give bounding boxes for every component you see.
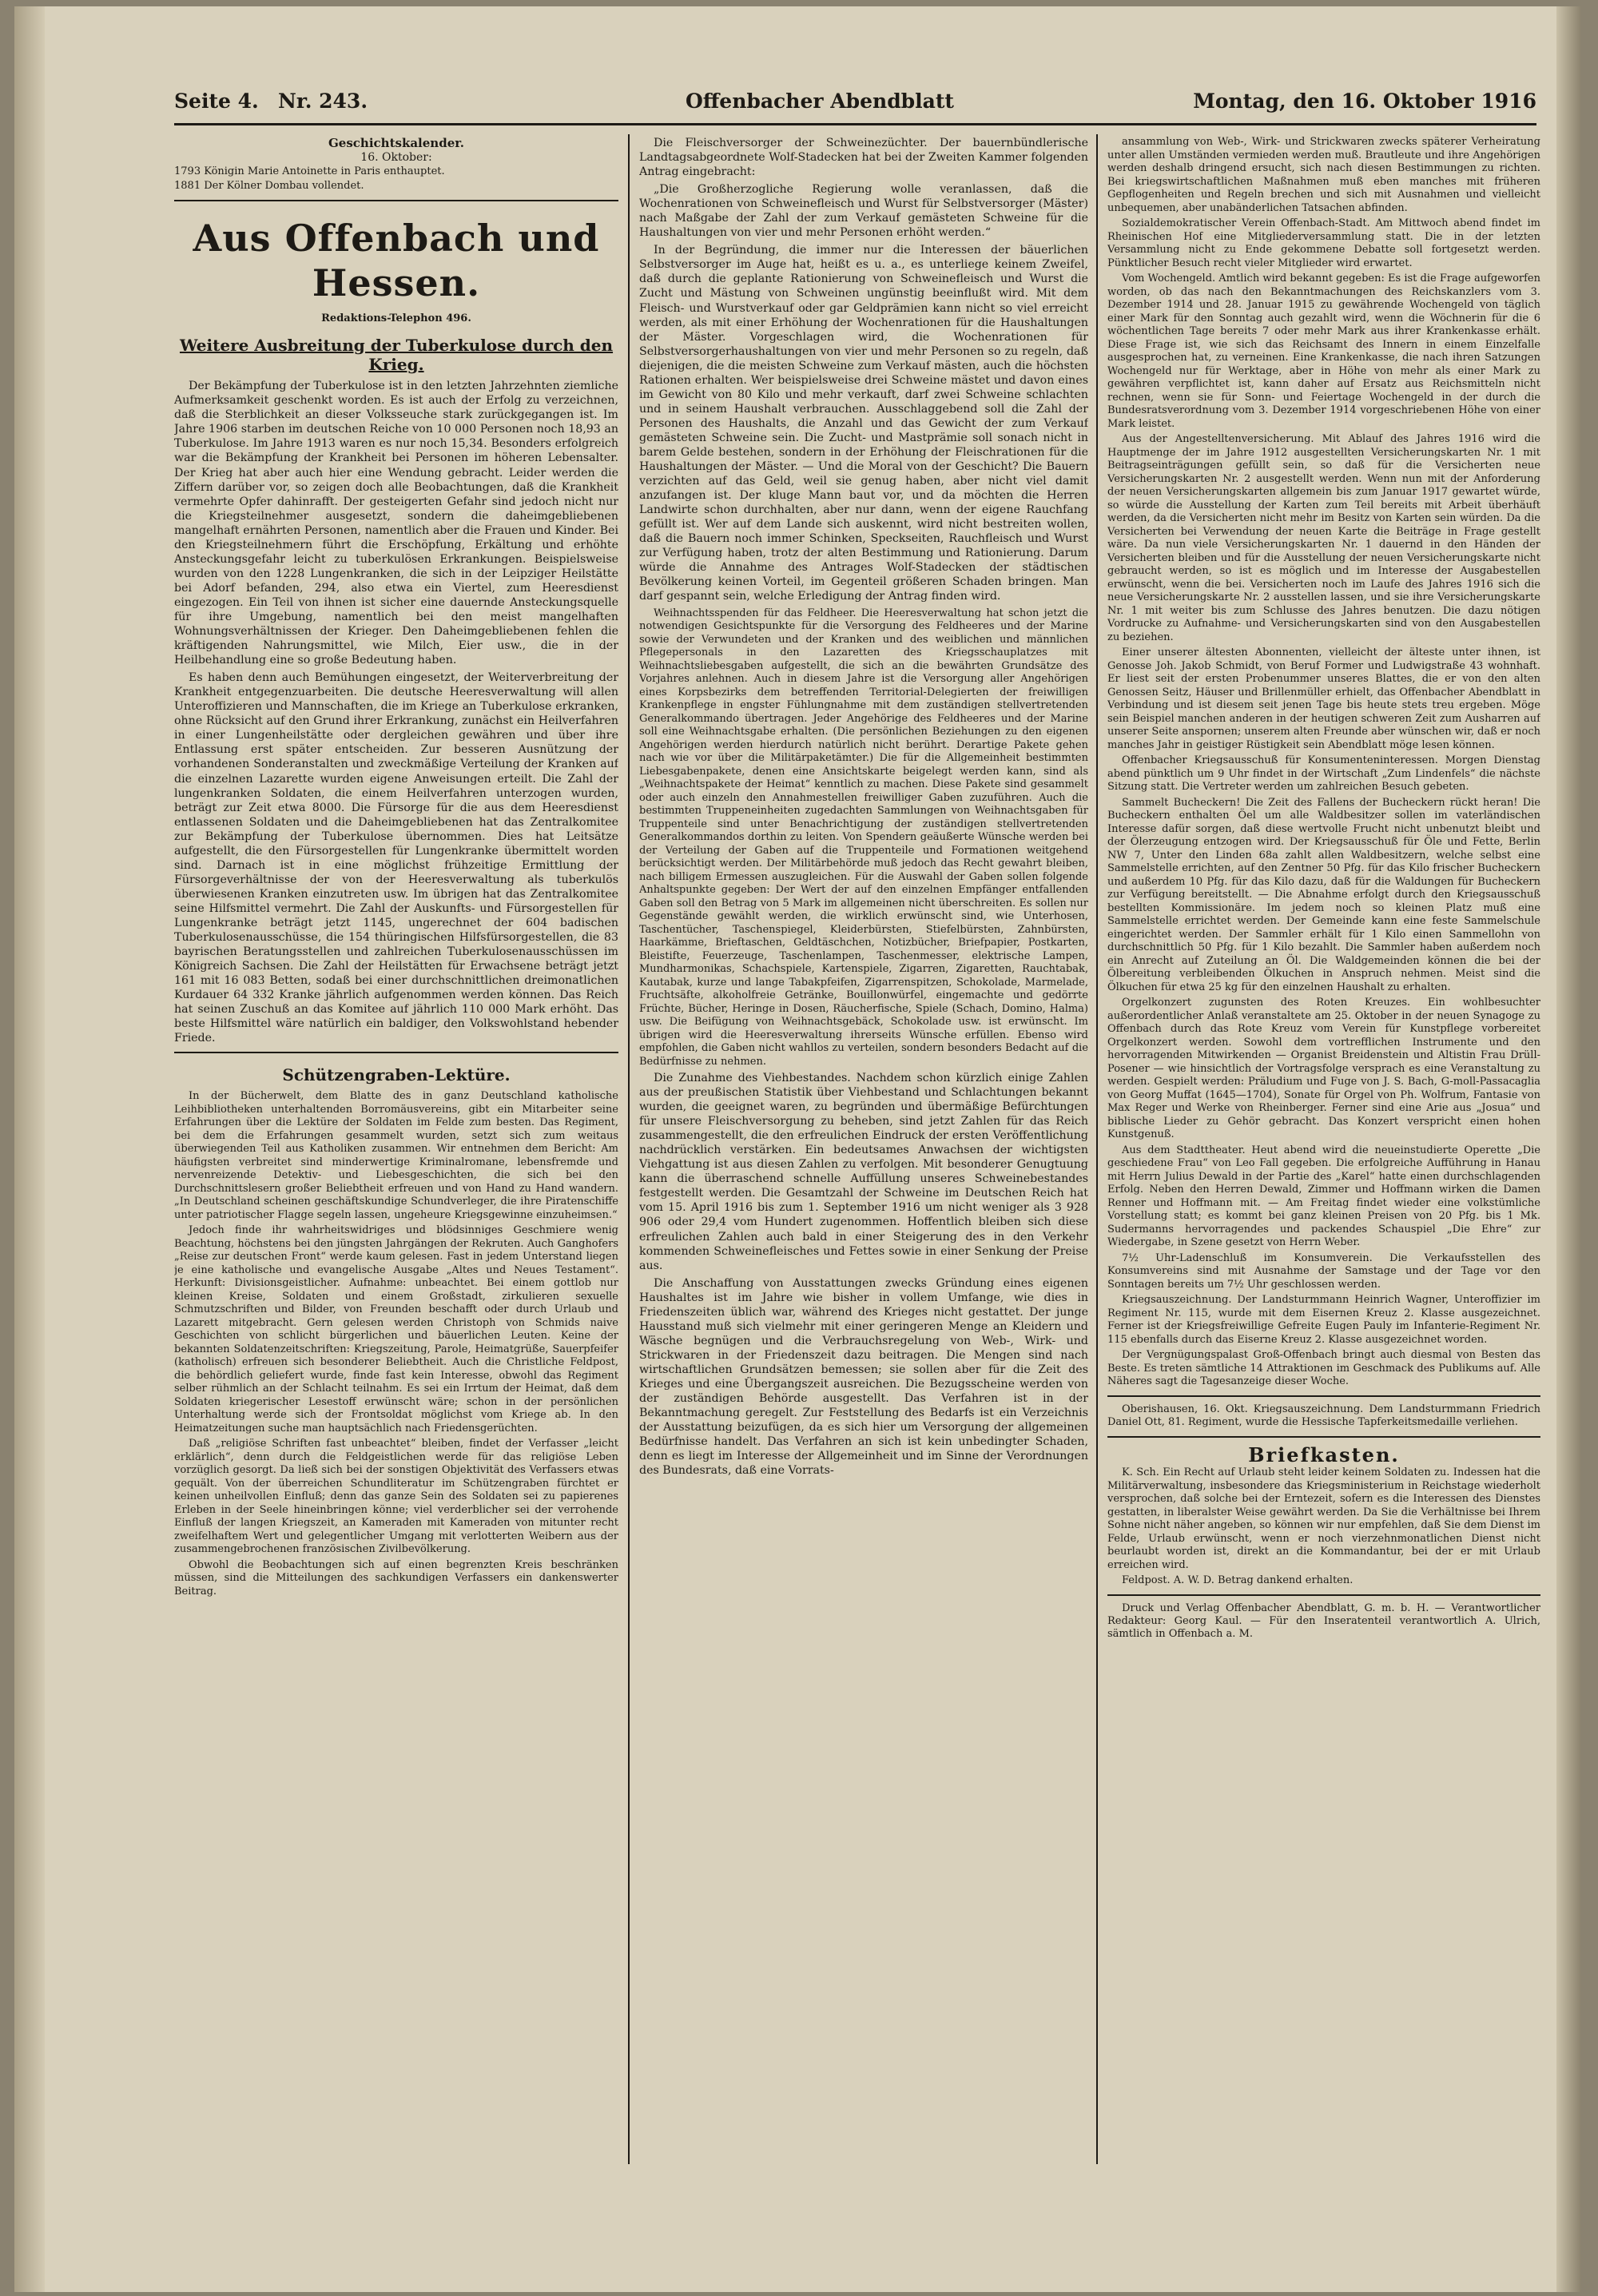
history-calendar [174,136,618,193]
article-paragraph: Offenbacher Kriegsausschuß für Konsumenteninteressen. Morgen Dienstag abend pünktlich um 9 Uhr findet in der Wirtschaft „Zum Lindenfels“ die nächste Sitzung statt. Die Vertreter werden um zahlreichen Besuch gebeten. [1107,754,1540,793]
adjacent-page-edge [1556,6,1580,2292]
page-left-edge [14,6,45,2292]
page-number: Seite 4. [174,90,259,113]
column-rule-2 [1096,134,1098,2164]
briefkasten-entry: K. Sch. Ein Recht auf Urlaub steht leider keinem Soldaten zu. Indessen hat die Militärverwaltung, insbesondere das Kriegsministerium in Reichstage wiederholt versprochen, daß solche bei der Erntezeit, sofern es die Interessen des Dienstes gestatten, in liberalster Weise gewährt werden. Da Sie die Verhältnisse bei Ihrem Sohne nicht näher angeben, so können wir nur empfehlen, daß Sie dem Dienst im Felde, Urlaub erwünscht, wenn er noch vierzehnmonatlichen Dienst nicht beurlaubt worden ist, direkt an die Kommandantur, bei der er mit Urlaub erreichen wird. [1107,1466,1540,1571]
column-3 [1107,136,1540,2182]
lektuere-body [174,1090,618,1598]
calendar-entry: 1793 Königin Marie Antoinette in Paris enthauptet. [174,165,445,178]
divider [174,1052,618,1053]
issue-date: Montag, den 16. Oktober 1916 [1193,90,1536,113]
article-paragraph: Sozialdemokratischer Verein Offenbach-Stadt. Am Mittwoch abend findet im Rheinischen Hof eine Mitgliederversammlung statt. Die in der letzten Versammlung nicht zu Ende gekommene Debatte soll fortgesetzt werden. Pünktlicher Besuch recht vieler Mitglieder wird erwartet. [1107,217,1540,269]
article-paragraph: Vom Wochengeld. Amtlich wird bekannt gegeben: Es ist die Frage aufgeworfen worden, ob das nach den Bekanntmachungen des Reichskanzlers vom 3. Dezember 1914 und 28. Januar 1915 zu gewährende Wochengeld von täglich einer Mark für den Sonntag auch gezahlt wird, wenn die Wöchnerin für die 6 wöchentlichen Tage bereits 7 oder mehr Mark aus ihrer Krankenkasse erhält. Diese Frage ist, wie sich das Reichsamt des Innern in einem Einzelfalle ausgesprochen hat, zu verneinen. Eine Krankenkasse, die nach ihren Satzungen Wochengeld nur für Werktage, aber in Höhe von mehr als einer Mark zu gewähren verpflichtet ist, kann daher auf Ersatz aus Reichsmitteln nicht rechnen, wenn sie für Sonn- und Feiertage Wochengeld in der durch die Bundesratsverordnung vom 3. Dezember 1914 vorgeschriebenen Höhe von einer Mark leistet. [1107,273,1540,430]
impressum: Druck und Verlag Offenbacher Abendblatt, G. m. b. H. — Verantwortlicher Redakteur: Georg Kaul. — Für den Inseratenteil verantwortlich A. Ulrich, sämtlich in Offenbach a. M. [1107,1602,1540,1640]
column-1 [174,136,618,2166]
issue-number: Nr. 243. [278,90,368,113]
article-title-lektuere: Schützengraben-Lektüre. [282,1065,511,1085]
article-paragraph: Aus der Angestelltenversicherung. Mit Ablauf des Jahres 1916 wird die Hauptmenge der im Jahre 1912 ausgestellten Versicherungskarten Nr. 1 mit Beitragseinträgungen gefüllt sein, so daß für die Versicherten neue Versicherungskarten Nr. 2 ausgestellt werden. Wenn nun mit der Anforderung der neuen Versicherungskarten allgemein bis zum Januar 1917 gewartet würde, so würde die Ausstellung der Karten zum Teil bereits mit Arbeit überhäuft werden, da die Versicherten nicht mehr im Besitz von Karten sein würden. Da die Versicherten bei Verwendung der neuen Karte die Beiträge in Frage gestellt wäre. Da nun viele Versicherungskarten Nr. 1 dauernd in den Händen der Versicherten bleiben und für die Ausstellung der neuen Versicherungskarte nicht gebraucht werden, so ist es möglich und im Interesse der Ausgabestellen erwünscht, wenn die bei. Versicherten noch im Laufe des Jahres 1916 sich die neue Versicherungskarte Nr. 2 ausstellen lassen, und sie ihre Versicherungskarte Nr. 1 mit weiter bis zum Schlusse des Jahres benutzen. Die dazu nötigen Vordrucke zu Aufnahme- und Versicherungskarten sind von den Ausgabestellen zu beziehen. [1107,433,1540,643]
divider [1107,1594,1540,1596]
article-paragraph: Der Vergnügungspalast Groß-Offenbach bringt auch diesmal von Besten das Beste. Es treten sämtliche 14 Attraktionen im Geschmack des Publikums auf. Alle Näheres sagt die Tagesanzeige dieser Woche. [1107,1349,1540,1387]
header-rule [174,123,1536,125]
newspaper-page [14,6,1580,2292]
article-paragraph: Orgelkonzert zugunsten des Roten Kreuzes. Ein wohlbesuchter außerordentlicher Anlaß veranstaltete am 25. Oktober in der neuen Synagoge zu Offenbach durch das Rote Kreuz vom Verein für Kunstpflege vorbereitet Orgelkonzert werden. Sowohl dem vortrefflichen Instrumente und den hervorragenden Mitwirkenden — Organist Breidenstein und Altistin Frau Drüll-Posener — wie hinsichtlich der Vortragsfolge versprach es eine Veranstaltung zu werden. Gespielt werden: Präludium und Fuge von J. S. Bach, G-moll-Passacaglia von Georg Muffat (1645—1704), Sonate für Orgel von Ph. Wolfrum, Fantasie von Max Reger und Werke von Rheinberger. Ferner sind eine Arie aus „Josua“ und biblische Lieder zu Gehör gebracht. Das Konzert verspricht einen hohen Kunstgenuß. [1107,997,1540,1140]
article-paragraph: Der Bekämpfung der Tuberkulose ist in den letzten Jahrzehnten ziemliche Aufmerksamkeit geschenkt worden. Es ist auch der Erfolg zu verzeichnen, daß die Sterblichkeit an dieser Volksseuche stark zurückgegangen ist. Im Jahre 1906 starben im deutschen Reiche von 10 000 Personen noch 18,93 an Tuberkulose. Im Jahre 1913 waren es nur noch 15,34. Besonders erfolgreich war die Bekämpfung der Krankheit bei Personen im höheren Lebensalter. Der Krieg hat aber auch hier eine Wendung gebracht. Leider werden die Ziffern darüber vor, so zeigen doch alle Beobachtungen, daß die Krankheit vermehrte Opfer dahinrafft. Der gesteigerten Gefahr sind jedoch nicht nur die Kriegsteilnehmer ausgesetzt, sondern die daheimgebliebenen mangelhaft ernährten Personen, namentlich aber die Frauen und Kinder. Bei den Kriegsteilnehmern führt die Erschöpfung, Erkältung und erhöhte Ansteckungsgefahr leicht zu tuberkulösen Erkrankungen. Beispielsweise wurden von den 1228 Lungenkranken, die sich in der Leipziger Heilstätte bei Adorf befanden, 294, also etwa ein Viertel, zum Heeresdienst eingezogen. Ein Teil von ihnen ist sicher eine dauernde Ansteckungsquelle für ihre Umgebung, namentlich bei den meist mangelhaften Wohnungsverhältnissen der Krieger. Den Daheimgebliebenen fehlen die kräftigenden Nahrungsmittel, wie Milch, Eier usw., die in der Heilbehandlung eine so große Bedeutung haben. [174,380,618,667]
article-paragraph: Jedoch finde ihr wahrheitswidriges und blödsinniges Geschmiere wenig Beachtung, höchstens bei den jüngsten Jahrgängen der Rekruten. Auch Ganghofers „Reise zur deutschen Front“ werde kaum gelesen. Fast in jedem Unterstand liegen je eine katholische und evangelische Ausgabe „Altes und Neues Testament“. Herkunft: Divisionsgeistlicher. Aufnahme: unbeachtet. Bei einem gottlob nur kleinen Kreise, Soldaten und einem Großstadt, zirkulieren sexuelle Schmutzschriften und Bilder, von Freunden beschafft oder durch Urlaub und Lazarett mitgebracht. Gern gelesen werden Christoph von Schmids naive Geschichten von schlicht bürgerlichen und bäuerlichen Leuten. Keine der bekannten Soldatenzeitschriften: Kriegszeitung, Parole, Heimatgrüße, Sauerpfeifer (katholisch) erfreuen sich besonderer Beliebtheit. Auch die Christliche Feldpost, die behördlich geliefert wurde, finde fast kein Interesse, obwohl das Regiment selber rühmlich an der Schlacht teilnahm. Es sei ein Irrtum der Heimat, daß dem Soldaten kriegerischer Lesestoff erwünscht wäre; schon in der persönlichen Unterhaltung werde sich der Frontsoldat möglichst vom Kriege ab. In den Heimatzeitungen suche man hauptsächlich nach Friedensgerüchten. [174,1224,618,1435]
newspaper-title: Offenbacher Abendblatt [686,90,954,113]
article-paragraph: Die Fleischversorger der Schweinezüchter. Der bauernbündlerische Landtagsabgeordnete Wolf-Stadecken hat bei der Zweiten Kammer folgenden Antrag eingebracht: [639,137,1088,179]
weihnachts-body [639,607,1088,1069]
section-title: Aus Offenbach und Hessen. [193,217,600,305]
article-paragraph: ansammlung von Web-, Wirk- und Strickwaren zwecks späterer Verheiratung unter allen Umständen vermieden werden muß. Brautleute und ihre Angehörigen werden deshalb dringend ersucht, sich nach diesen Bestimmungen zu richten. Bei kriegswirtschaftlichen Maßnahmen muß eben manches mit früheren Gepflogenheiten und Regeln brechen und sich mit Ausnahmen und vielleicht unbequemen, aber unabänderlichen Tatsachen abfinden. [1107,136,1540,214]
briefkasten-heading: Briefkasten. [1248,1442,1400,1466]
calendar-date: 16. Oktober: [360,151,432,165]
column-2 [639,136,1088,2182]
briefkasten-entry: Feldpost. A. W. D. Betrag dankend erhalten. [1122,1574,1354,1586]
divider [1107,1436,1540,1438]
calendar-entry: 1881 Der Kölner Dombau vollendet. [174,180,364,193]
article-paragraph: Die Zunahme des Viehbestandes. Nachdem schon kürzlich einige Zahlen aus der preußischen Statistik über Viehbestand und Schlachtungen bekannt wurden, die geeignet waren, zu begründen und übermäßige Befürchtungen für unsere Fleischversorgung zu beheben, sind jetzt Zahlen für das Reich zusammengestellt, die den erfreulichen Eindruck der ersten Veröffentlichung nachdrücklich verstärken. Ein bedeutsames Anwachsen der wichtigsten Viehgattung ist aus diesen Zahlen zu verfolgen. Mit besonderer Genugtuung kann die überraschend schnelle Auffüllung unseres Schweinebestandes festgestellt werden. Die Gesamtzahl der Schweine im Deutschen Reich hat vom 15. April 1916 bis zum 1. September 1916 um nicht weniger als 3 928 906 oder 29,4 vom Hundert zugenommen. Hoffentlich bleiben sich diese erfreulichen Zahlen auch bald in einer Steigerung des in den Verkehr kommenden Schweinefleisches und Fettes sowie in einer Senkung der Preise aus. [639,1072,1088,1272]
article-title-tuberkulose: Weitere Ausbreitung der Tuberkulose durch den Krieg. [179,336,614,375]
page-header [174,90,1536,120]
editorial-phone: Redaktions-Telephon 496. [321,312,471,325]
article-paragraph: Die Anschaffung von Ausstattungen zwecks Gründung eines eigenen Haushaltes ist im Jahre wie bisher in vollem Umfange, wie dies in Friedenszeiten üblich war, während des Krieges nicht gestattet. Der junge Hausstand muß sich vielmehr mit einer geringeren Menge an Kleidern und Wäsche begnügen und die Verbrauchsregelung von Web-, Wirk- und Strickwaren in der Friedenszeit dazu beitragen. Die Mengen sind nach wirtschaftlichen Grundsätzen bemessen; sie sollen aber für die Zeit des Krieges und eine Übergangszeit ausreichen. Die Bezugsscheine werden von der zuständigen Behörde ausgestellt. Das Verfahren ist in der Bekanntmachung geregelt. Zur Feststellung des Bedarfs ist ein Verzeichnis der Ausstattung beizufügen, da es sich hier um Versorgung der allgemeinen Bedürfnisse handelt. Das Verfahren an sich ist kein unbedingter Schaden, denn es liegt im Interesse der Allgemeinheit und im Sinne der Verordnungen des Bundesrats, daß eine Vorrats- [639,1276,1088,1478]
article-paragraph: Daß „religiöse Schriften fast unbeachtet“ bleiben, findet der Verfasser „leicht erklärlich“, denn durch die Feldgeistlichen werde für das religiöse Leben vorzüglich gesorgt. Da ließ sich bei der sonstigen Objektivität des Verfassers etwas gequält. Von der überreichen Schundliteratur im Schützengraben fürchtet er keinen unheilvollen Einfluß; denn das ganze Sein des Soldaten sei zu papierenes Erleben in der Seele hineinbringen könne; viel verderblicher sei der verrohende Einfluß der langen Kriegszeit, an Kameraden mit Kameraden von mitunter recht zweifelhaftem Wert und gelegentlicher Umgang mit verlotterten Weibern aus der zusammengebrochenen französischen Zivilbevölkerung. [174,1438,618,1556]
article-paragraph: Obwohl die Beobachtungen sich auf einen begrenzten Kreis beschränken müssen, sind die Mitteilungen des sachkundigen Verfassers ein dankenswerter Beitrag. [174,1558,618,1598]
article-paragraph: „Die Großherzogliche Regierung wolle veranlassen, daß die Wochenrationen von Schweinefleisch und Wurst für Selbstversorger (Mäster) nach Maßgabe der Zahl der zum Verkauf gemästeten Schweine für die Haushaltungen von vier und mehr Personen erhöht werden.“ [639,183,1088,240]
article-paragraph: Aus dem Stadttheater. Heut abend wird die neueinstudierte Operette „Die geschiedene Frau“ von Leo Fall gegeben. Die erfolgreiche Aufführung in Hanau mit Herrn Julius Dewald in der Partie des „Karel“ hatte einen durchschlagenden Erfolg. Neben den Herren Dewald, Zimmer und Hoffmann wirken die Damen Renner und Hoffmann mit. — Am Freitag findet wieder eine volkstümliche Vorstellung statt; es kommt bei ganz kleinen Preisen von 20 Pfg. bis 1 Mk. Sudermanns hervorragendes und packendes Schauspiel „Die Ehre“ zur Wiedergabe, in Szene gesetzt von Herrn Weber. [1107,1144,1540,1248]
article-paragraph: Oberishausen, 16. Okt. Kriegsauszeichnung. Dem Landsturmmann Friedrich Daniel Ott, 81. Regiment, wurde die Hessische Tapferkeitsmedaille verliehen. [1107,1403,1540,1428]
article-paragraph: Einer unserer ältesten Abonnenten, vielleicht der älteste unter ihnen, ist Genosse Joh. Jakob Schmidt, von Beruf Former und Ludwigstraße 43 wohnhaft. Er liest seit der ersten Probenummer unseres Blattes, die er von den alten Genossen Seitz, Häuser und Brillenmüller erhielt, das Offenbacher Abendblatt in Verbindung und ist diesem seit jenen Tage bis heute stets treu ergeben. Möge sein Beispiel manchen anderen in der heutigen schweren Zeit zum Ausharren auf unserer Seite anspornen; unserem alten Freunde aber wünschen wir, daß er noch manches Jahr in geistiger Rüstigkeit sein Abendblatt möge lesen können. [1107,647,1540,751]
article-paragraph: In der Bücherwelt, dem Blatte des in ganz Deutschland katholische Leihbibliotheken unterhaltenden Borromäusvereins, gibt ein Mitarbeiter seine Erfahrungen über die Lektüre der Soldaten im Felde zum besten. Das Regiment, bei dem die Erfahrungen gesammelt wurden, setzt sich zum weitaus überwiegenden Teil aus Katholiken zusammen. Wir entnehmen dem Bericht: Am häufigsten verbreitet sind minderwertige Kriminalromane, lebensfremde und nervenreizende Detektiv- und Liebesgeschichten, die sich bei den Durchschnittslesern großer Beliebtheit erfreuen und von Hand zu Hand wandern. „In Deutschland scheinen geschäftskundige Schundverleger, die ihre Piratenschiffe unter patriotischer Flagge segeln lassen, ungeheure Kriegsgewinne einzuheimsen.“ [174,1090,618,1221]
divider [174,200,618,201]
article-paragraph: Sammelt Bucheckern! Die Zeit des Fallens der Bucheckern rückt heran! Die Bucheckern enthalten Öel um alle Waldbesitzer sollen im vaterländischen Interesse dafür sorgen, daß diese wertvolle Frucht nicht unbenutzt bleibt und der Ölerzeugung entzogen wird. Der Kriegsausschuß für Öle und Fette, Berlin NW 7, Unter den Linden 68a zahlt allen Waldbesitzern, welche selbst eine Sammelstelle errichten, auf den Zentner 50 Pfg. für das Kilo frischer Bucheckern und außerdem 10 Pfg. für das Kilo dazu, daß für die Waldungen für Bucheckern zur Verfügung bereitstellt. — Die Abnahme erfolgt durch den Kriegsausschuß bestellten Kommissionäre. Im jedem noch so kleinen Platz muß eine Sammelstelle errichtet werden. Der Gemeinde kann eine feste Sammelschule eingerichtet werden. Der Sammler erhält für 1 Kilo einen Sammellohn von durchschnittlich 50 Pfg. für 1 Kilo bezahlt. Die Sammler haben außerdem noch ein Anrecht auf Zuteilung an Öl. Die Waldgemeinden können die bei der Ölbereitung verbleibenden Ölkuchen in Anspruch nehmen. Meist sind die Ölkuchen für etwa 25 kg für den einzelnen Haushalt zu erhalten. [1107,796,1540,993]
article-paragraph: Es haben denn auch Bemühungen eingesetzt, der Weiterverbreitung der Krankheit entgegenzuarbeiten. Die deutsche Heeresverwaltung will allen Unteroffizieren und Mannschaften, die im Kriege an Tuberkulose erkranken, ohne Rücksicht auf den Grund ihrer Erkrankung, zunächst ein Heilverfahren in einer Lungenheilstätte oder dergleichen gewähren und über ihre Entlassung erst später entscheiden. Zur besseren Ausnützung der vorhandenen Sonderanstalten und zweckmäßige Verteilung der Kranken auf die einzelnen Lazarette wurden eigene Anweisungen erteilt. Die Zahl der lungenkranken Soldaten, die einem Heilverfahren unterzogen wurden, beträgt zur Zeit etwa 8000. Die Fürsorge für die aus dem Heeresdienst entlassenen Soldaten und die Daheimgebliebenen hat das Zentralkomitee zur Bekämpfung der Tuberkulose übernommen. Dies hat Leitsätze aufgestellt, die den Fürsorgestellen für Lungenkranke übermittelt worden sind. Darnach ist in eine möglichst frühzeitige Ermittlung der Fürsorgeverhältnisse der von der Heeresverwaltung als tuberkulös überwiesenen Kranken einzutreten usw. Im übrigen hat das Zentralkomitee seine Hilfsmittel vermehrt. Die Zahl der Auskunfts- und Fürsorgestellen für Lungenkranke beträgt jetzt 1145, ungerechnet der 604 badischen Tuberkulosenausschüsse, die 154 thüringischen Hilfsfürsorgestellen, die 83 bayrischen Beratungsstellen und zahlreichen Tuberkulosenausschüssen im Königreich Sachsen. Die Zahl der Heilstätten für Erwachsene beträgt jetzt 161 mit 16 083 Betten, sodaß bei einer durchschnittlichen dreimonatlichen Kurdauer 64 332 Kranke jährlich aufgenommen werden können. Das Reich hat seinen Zuschuß an das Komitee auf jährlich 110 000 Mark erhöht. Das beste Hilfsmittel wäre natürlich ein baldiger, den Volkswohlstand hebender Friede. [174,671,618,1045]
article-paragraph: 7½ Uhr-Ladenschluß im Konsumverein. Die Verkaufsstellen des Konsumvereins sind mit Ausnahme der Samstage und der Tage vor den Sonntagen bereits um 7½ Uhr geschlossen werden. [1107,1251,1540,1291]
article-paragraph: In der Begründung, die immer nur die Interessen der bäuerlichen Selbstversorger im Auge hat, heißt es u. a., es unterliege keinem Zweifel, daß durch die geplante Rationierung von Schweinefleisch und Wurst die Zucht und Mästung von Schweinen ungünstig beeinflußt wird. Mit dem Fleisch- und Wurstverkauf oder gar Geldprämien kann nicht so viel erreicht werden, als mit einer Erhöhung der Wochenrationen für die Haushaltungen der Mäster. Vorgeschlagen wird, die Wochenrationen für Selbstversorgerhaushaltungen von vier und mehr Personen so zu regeln, daß diejenigen, die die meisten Schweine zum Verkauf mästen, auch die höchsten Rationen erhalten. Wer beispielsweise drei Schweine mästet und davon eines im Gewicht von 80 Kilo und mehr verkauft, darf zwei Schweine schlachten und in seinem Haushalt verbrauchen. Ausschlaggebend soll die Zahl der Personen des Haushalts, die Anzahl und das Gewicht der zum Verkauf gemästeten Schweine sein. Die Zucht- und Mastprämie soll sonach nicht in barem Gelde bestehen, sondern in der Erhöhung der Fleischrationen für die Haushaltungen der Mäster. — Und die Moral von der Geschicht? Die Bauern verzichten auf das Geld, weil sie genug haben, aber nicht viel damit anzufangen ist. Der kluge Mann baut vor, und da möchten die Herren Landwirte schon durchhalten, aber nur dann, wenn der eigene Rauchfang gefüllt ist. Wer auf dem Lande sich auskennt, wird nicht bestreiten wollen, daß die Bauern noch immer Schinken, Speckseiten, Rauchfleisch und Wurst zur Verfügung haben, trotz der alten Bestimmung und Rationierung. Darum würde die Annahme des Antrages Wolf-Stadecken der städtischen Bevölkerung keinen Vorteil, im Gegenteil größeren Schaden bringen. Man darf gespannt sein, welche Erledigung der Antrag finden wird. [639,244,1088,603]
calendar-heading: Geschichtskalender. [328,136,464,150]
article-paragraph: Weihnachtsspenden für das Feldheer. Die Heeresverwaltung hat schon jetzt die notwendigen Gesichtspunkte für die Versorgung des Feldheeres und der Marine sowie der Verwundeten und der Kranken und des weiblichen und männlichen Pflegepersonals in den Lazaretten des Kriegsschauplatzes mit Weihnachtsliebesgaben aufgestellt, die sich an die bewährten Grundsätze des Vorjahres anlehnen. Auch in diesem Jahre ist die Versorgung aller Angehörigen eines Korpsbezirks dem betreffenden Territorial-Delegierten der freiwilligen Krankenpflege in engster Fühlungnahme mit dem zuständigen stellvertretenden Generalkommando übertragen. Jeder Angehörige des Feldheeres und der Marine soll eine Weihnachtsgabe erhalten. (Die persönlichen Beziehungen zu den eigenen Angehörigen werden hierdurch natürlich nicht berührt. Derartige Pakete gehen nach wie vor über die Militärpaketämter.) Die für die Allgemeinheit bestimmten Liebesgabenpakete, denen eine Ansichtskarte beigelegt werden kann, sind als „Weihnachtspakete der Heimat“ kenntlich zu machen. Diese Pakete sind gesammelt oder auch einzeln den Annahmestellen freiwilliger Gaben zuzuführen. Auch die bestimmten Truppeneinheiten zugedachten Sammlungen von Weihnachtsgaben für Truppenteile sind unter Benachrichtigung der zuständigen stellvertretenden Generalkommandos dorthin zu leiten. Von Spendern geäußerte Wünsche werden bei der Verteilung der Gaben auf die Truppenteile und Formationen weitgehend berücksichtigt werden. Der Militärbehörde muß jedoch das Recht gewahrt bleiben, nach billigem Ermessen auszugleichen. Für die Auswahl der Gaben sollen folgende Anhaltspunkte gegeben: Der Wert der auf den einzelnen Empfänger entfallenden Gaben soll den Betrag von 5 Mark im allgemeinen nicht überschreiten. Es sollen nur Gegenstände gewählt werden, die wirklich erwünscht sind, wie Unterhosen, Taschentücher, Taschenspiegel, Kleiderbürsten, Stiefelbürsten, Zahnbürsten, Haarkämme, Brieftaschen, Geldtäschchen, Notizbücher, Briefpapier, Postkarten, Bleistifte, Feuerzeuge, Taschenlampen, Taschenmesser, elektrische Lampen, Mundharmonikas, Schachspiele, Kartenspiele, Zigarren, Zigaretten, Rauchtabak, Kautabak, kurze und lange Tabakpfeifen, Zigarrenspitzen, Schokolade, Marmelade, Fruchtsäfte, alkoholfreie Getränke, Bouillonwürfel, eingemachte und gedörrte Früchte, Bücher, Heringe in Dosen, Räucherfische, Spiele (Schach, Domino, Halma) usw. Die Beifügung von Weihnachtsgebäck, Schokolade usw. ist erwünscht. Im übrigen wird die Heeresverwaltung ihrerseits Wünsche erfüllen. Ebenso wird empfohlen, die Gaben nicht wahllos zu verteilen, sondern besonders Bedacht auf die Bedürfnisse zu nehmen. [639,607,1088,1068]
article-paragraph: Kriegsauszeichnung. Der Landsturmmann Heinrich Wagner, Unteroffizier im Regiment Nr. 115, wurde mit dem Eisernen Kreuz 2. Klasse ausgezeichnet. Ferner ist der Kriegsfreiwillige Gefreite Eugen Pauly im Infanterie-Regiment Nr. 115 ebenfalls durch das Eiserne Kreuz 2. Klasse ausgezeichnet worden. [1107,1294,1540,1346]
divider [1107,1395,1540,1397]
column-rule-1 [628,134,630,2164]
